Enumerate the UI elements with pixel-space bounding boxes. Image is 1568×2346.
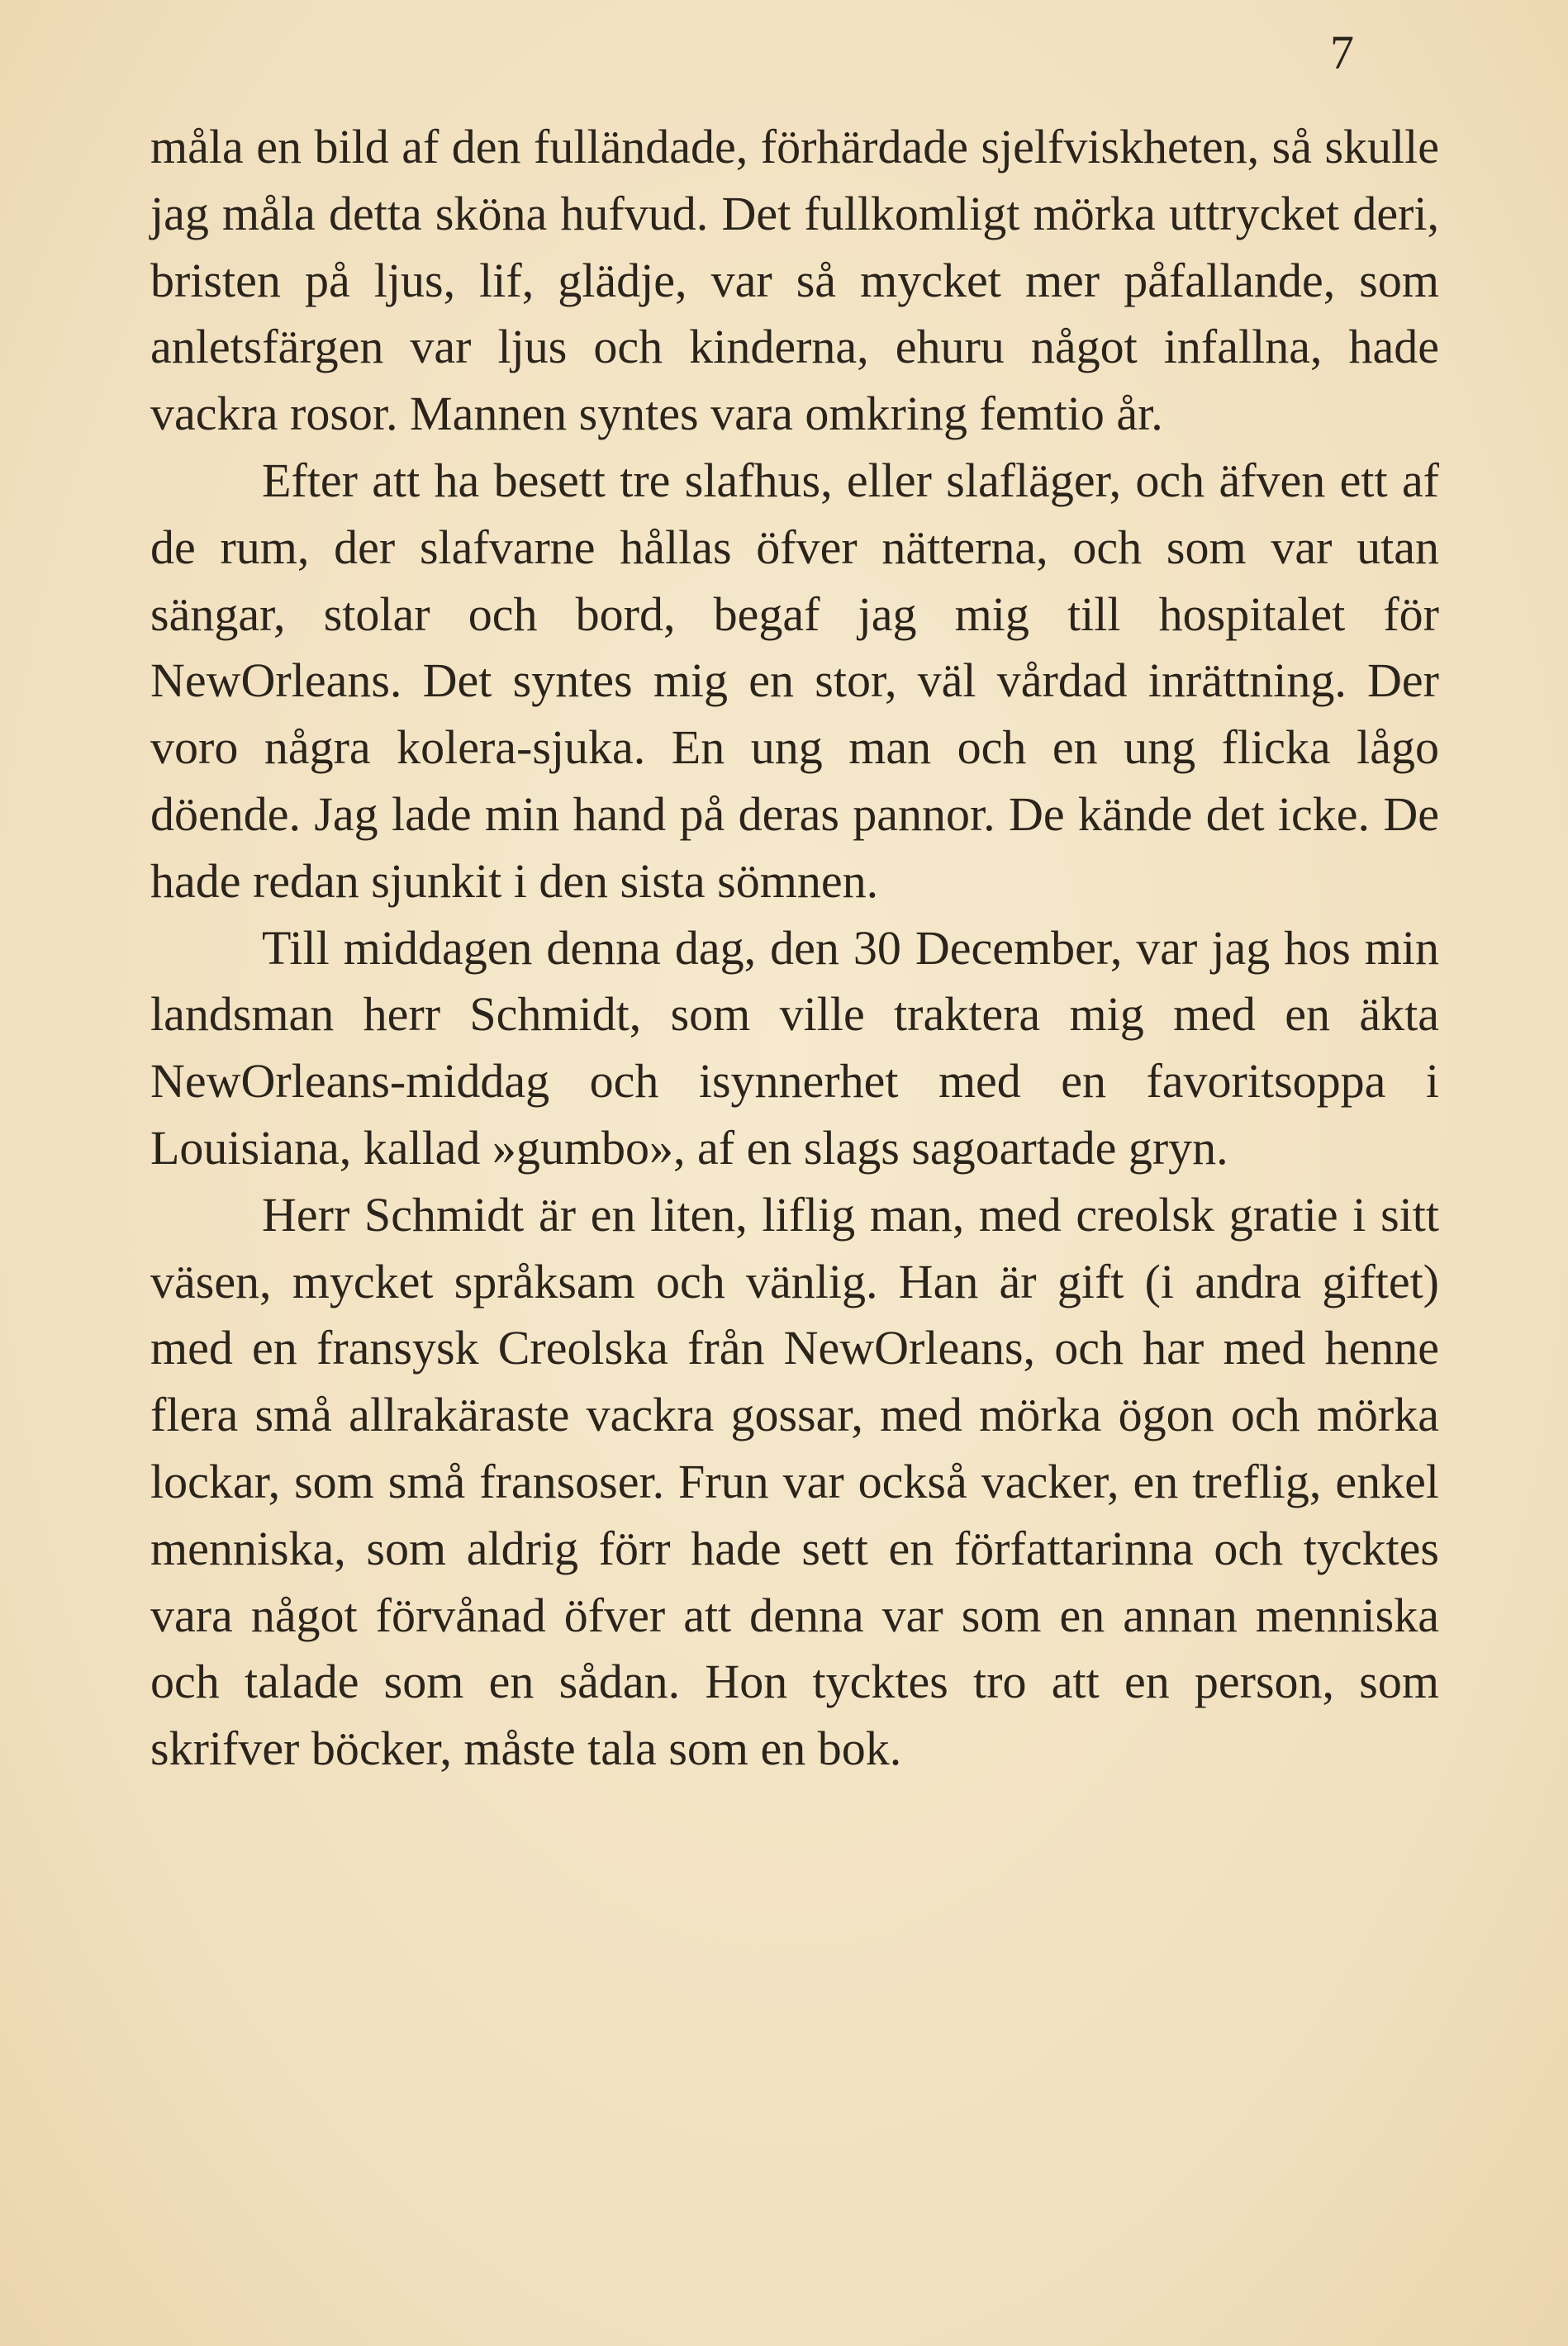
paragraph-3: Till middagen denna dag, den 30 December, var jag hos min landsman herr Schmidt, som ville traktera mig med en äkta NewOrleans-middag och isynnerhet med en favoritsoppa i Louisiana, kallad »gumbo», af en slags sagoartade gryn. xyxy=(150,920,1439,1175)
body-text xyxy=(150,114,1439,1783)
paragraph-2: Efter att ha besett tre slafhus, eller slafläger, och äfven ett af de rum, der slafvarne hållas öfver nätterna, och som var utan sängar, stolar och bord, begaf jag mig till hospitalet för NewOrleans. Det syntes mig en stor, väl vårdad inrättning. Der voro några kolera-sjuka. En ung man och en ung flicka lågo döende. Jag lade min hand på deras pannor. De kände det icke. De hade redan sjunkit i den sista sömnen. xyxy=(150,453,1439,908)
paragraph-4: Herr Schmidt är en liten, liflig man, med creolsk gratie i sitt väsen, mycket språksam och vänlig. Han är gift (i andra giftet) med en fransysk Creolska från NewOrleans, och har med henne flera små allrakäraste vackra gossar, med mörka ögon och mörka lockar, som små fransoser. Frun var också vacker, en treflig, enkel menniska, som aldrig förr hade sett en författarinna och tycktes vara något förvånad öfver att denna var som en annan menniska och talade som en sådan. Hon tycktes tro att en person, som skrifver böcker, måste tala som en bok. xyxy=(150,1187,1439,1776)
page-number: 7 xyxy=(1330,26,1354,79)
paragraph-1: måla en bild af den fulländade, förhärdade sjelfviskheten, så skulle jag måla detta sköna hufvud. Det fullkomligt mörka uttrycket deri, bristen på ljus, lif, glädje, var så mycket mer påfallande, som anletsfärgen var ljus och kinderna, ehuru något infallna, hade vackra rosor. Mannen syntes vara omkring femtio år. xyxy=(150,120,1439,441)
